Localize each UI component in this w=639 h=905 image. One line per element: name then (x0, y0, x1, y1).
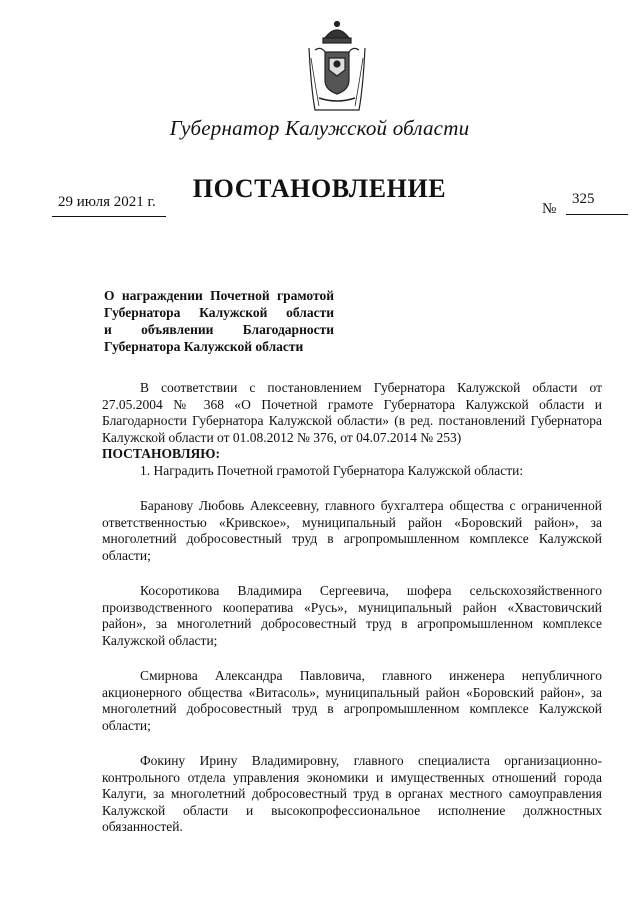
document-subject (104, 287, 334, 355)
subject-line: и объявлении Благодарности (104, 322, 334, 337)
coat-of-arms-emblem (301, 18, 373, 118)
subject-line: Губернатора Калужской области (104, 305, 334, 320)
awardee-paragraph: Баранову Любовь Алексеевну, главного бухгалтера общества с ограниченной ответственностью «Кривское», муниципальный район «Боровский район», за многолетний добросовестный труд в агропромышленном комплексе Калужской области; (102, 498, 602, 563)
awardee-paragraph: Косоротикова Владимира Сергеевича, шофера сельскохозяйственного производственного кооператива «Русь», муниципальный район «Хвастовичский район», за многолетний добросовестный труд в агропромышленном комплексе Калужской области; (102, 583, 602, 648)
subject-line: О награждении Почетной грамотой (104, 288, 334, 303)
document-type-title: ПОСТАНОВЛЕНИЕ (192, 174, 447, 203)
number-sign: № (542, 201, 557, 217)
awardee-paragraph: Смирнова Александра Павловича, главного инженера непубличного акционерного общества «Витасоль», муниципальный район «Боровский район», за многолетний добросовестный труд в агропромышленном комплексе Калужской области; (102, 668, 602, 733)
item-1-paragraph: 1. Наградить Почетной грамотой Губернатора Калужской области: (140, 462, 524, 478)
authority-title: Губернатор Калужской области (169, 116, 470, 140)
awardee-paragraph: Фокину Ирину Владимировну, главного специалиста организационно-контрольного отдела управления экономики и имущественных отношений города Калуги, за многолетний добросовестный труд в органах местного самоуправления Калужской области и высокопрофессиональное исполнение должностных обязанностей. (102, 753, 602, 834)
date-underline (52, 216, 166, 217)
subject-line: Губернатора Калужской области (104, 339, 304, 354)
preamble-paragraph: В соответствии с постановлением Губернатора Калужской области от 27.05.2004 № 368 «О Почетной грамоте Губернатора Калужской области и Благодарности Губернатора Калужской области» (в ред. постановлений Губернатора Калужской области от 01.08.2012 № 376, от 04.07.2014 № 253) (102, 380, 602, 445)
document-date: 29 июля 2021 г. (58, 194, 156, 210)
document-number: 325 (572, 191, 595, 207)
decree-word: ПОСТАНОВЛЯЮ: (102, 446, 220, 461)
document-body (102, 380, 602, 836)
number-underline (566, 214, 628, 215)
